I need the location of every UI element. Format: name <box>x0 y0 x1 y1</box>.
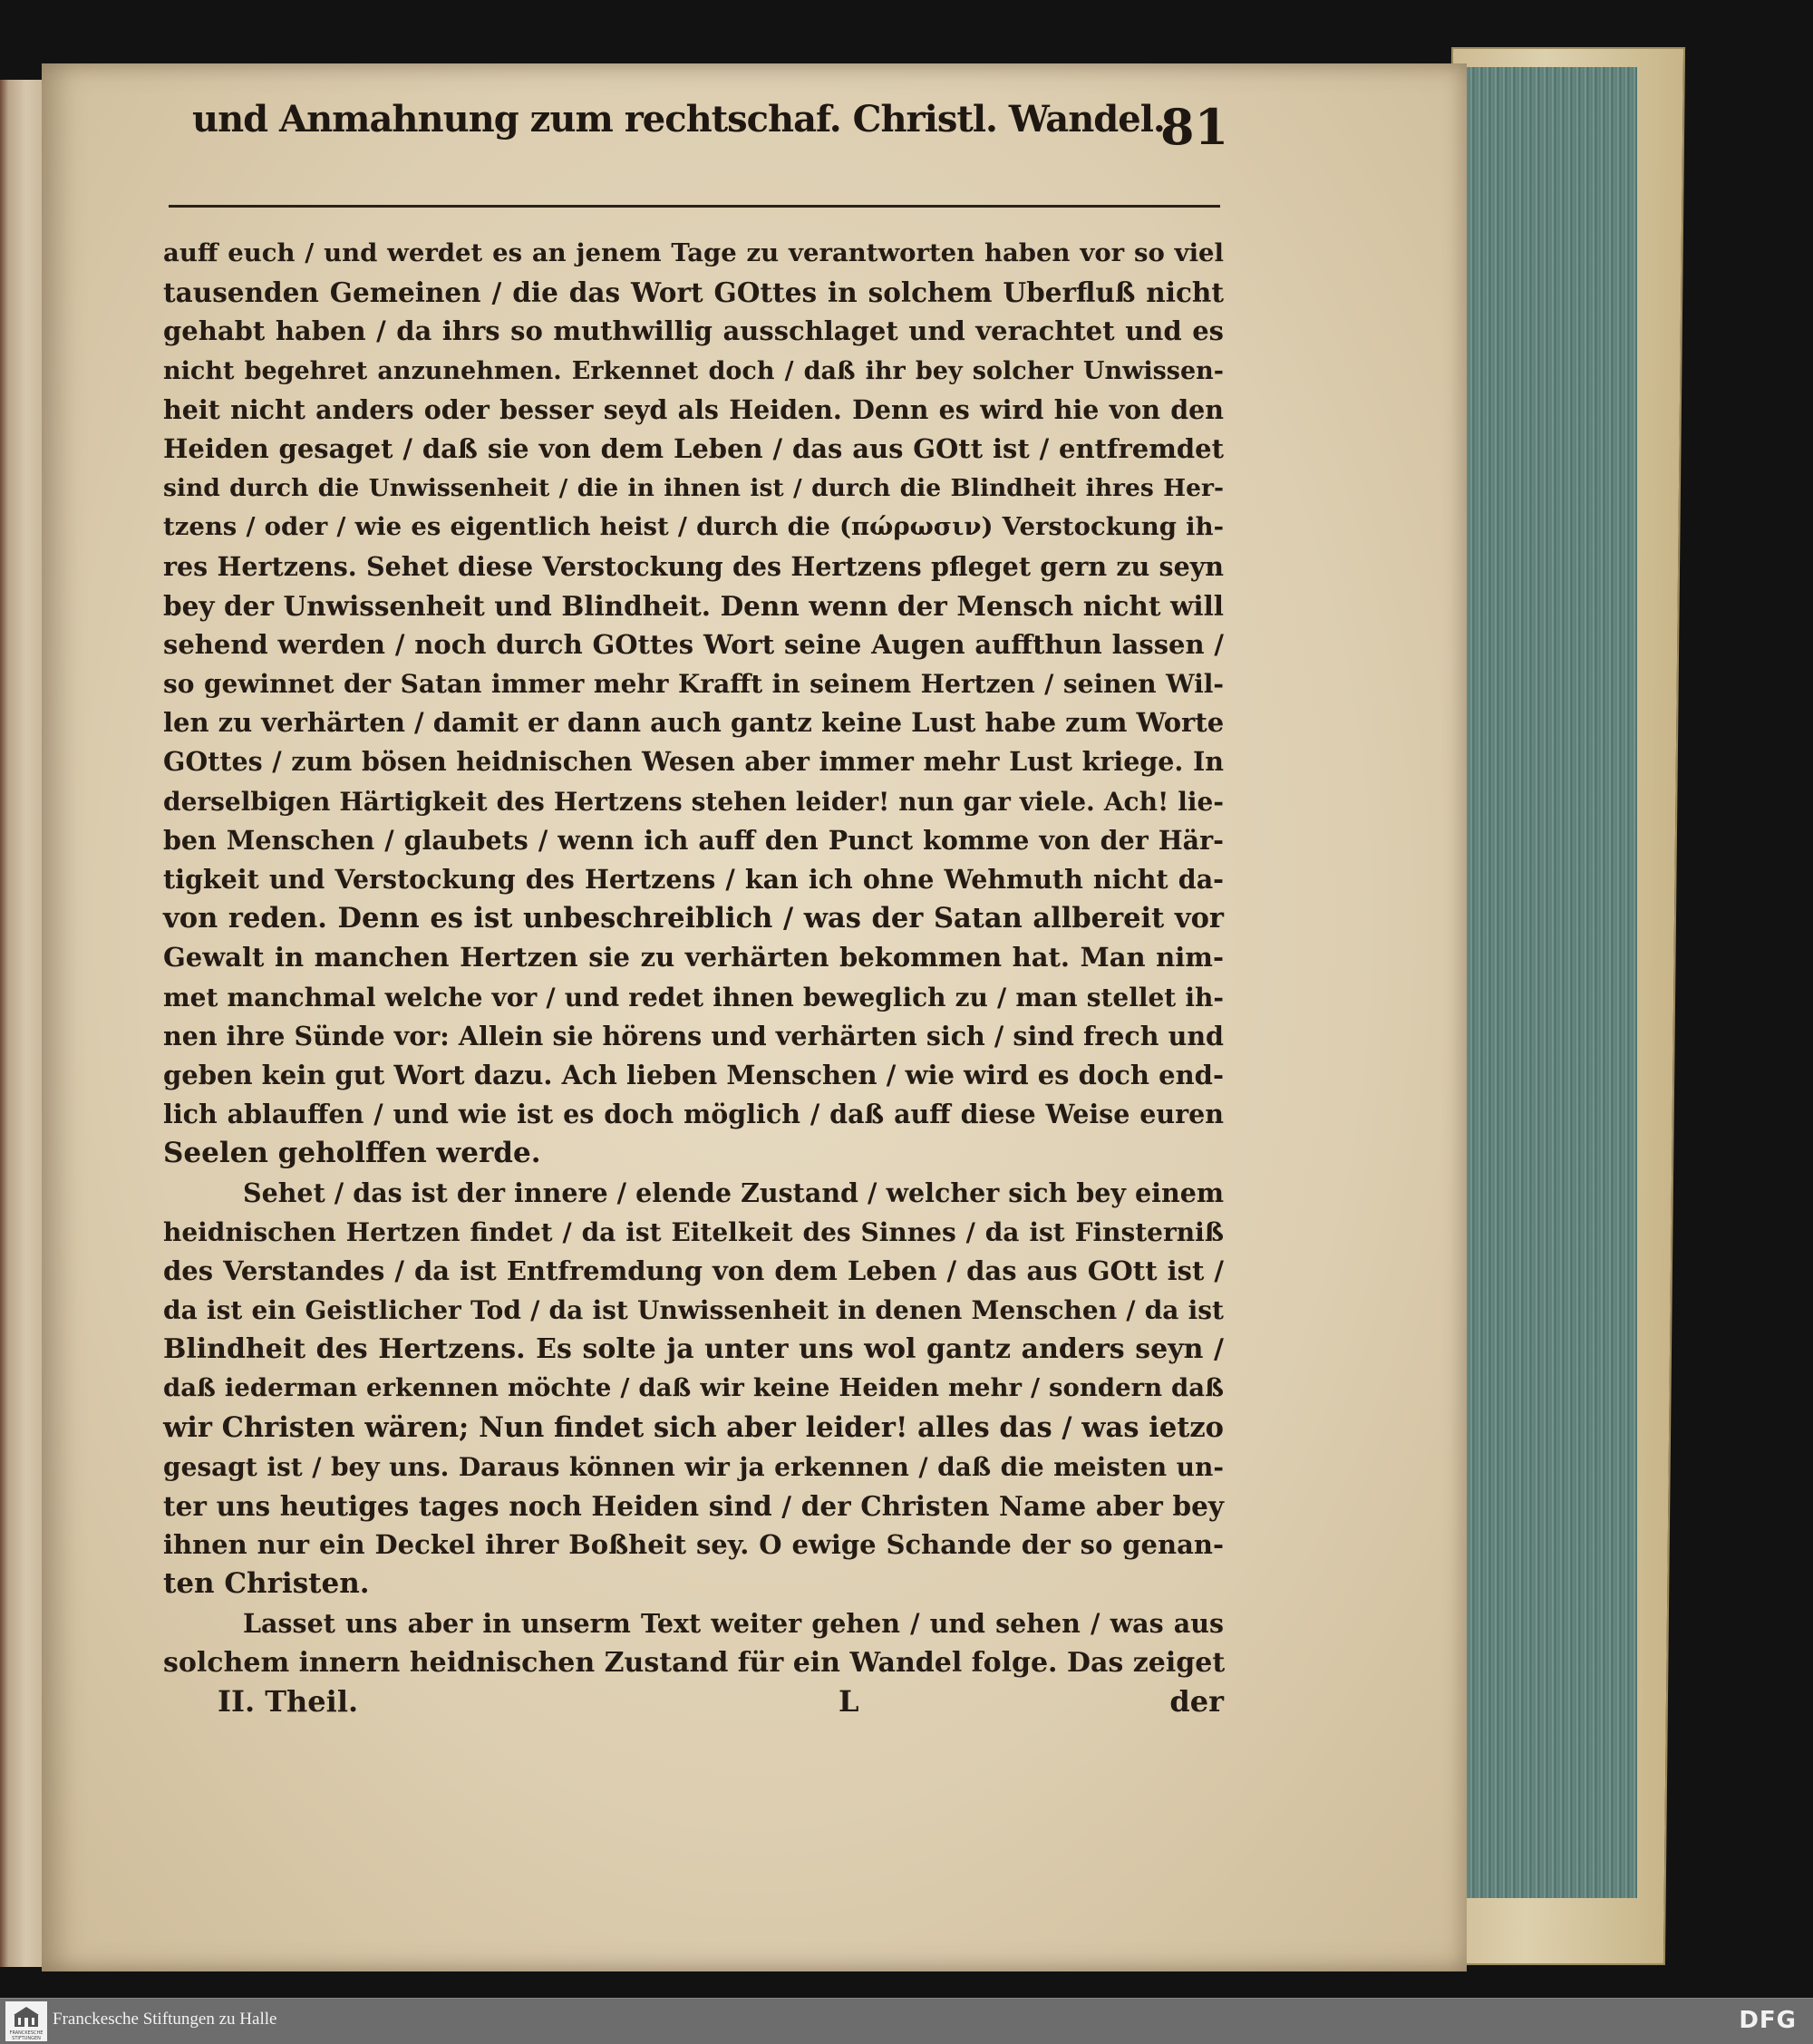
signature-mark: L <box>839 1684 859 1719</box>
text-line: len zu verhärten / damit er dann auch gantz keine Lust habe zum Worte <box>163 707 1225 739</box>
institution-link[interactable]: Franckesche Stiftungen zu Halle <box>53 2010 277 2029</box>
running-head: und Anmahnung zum rechtschaf. Christl. Wandel. <box>192 98 1165 140</box>
text-line: geben kein gut Wort dazu. Ach lieben Menschen / wie wird es doch end- <box>163 1059 1224 1090</box>
text-line: da ist ein Geistlicher Tod / da ist Unwissenheit in denen Menschen / da ist <box>163 1295 1224 1326</box>
paragraph-start-line: Lasset uns aber in unserm Text weiter gehen / und sehen / was aus <box>243 1607 1224 1639</box>
catchword: der <box>1169 1684 1224 1719</box>
viewer-footer-bar <box>0 1998 1813 2044</box>
text-line: ben Menschen / glaubets / wenn ich auff den Punct komme von der Här- <box>163 824 1224 856</box>
text-line: Heiden gesaget / daß sie von dem Leben / das aus GOtt ist / entfremdet <box>163 432 1224 464</box>
text-line: heit nicht anders oder besser seyd als Heiden. Denn es wird hie von den <box>163 393 1224 425</box>
dfg-logo[interactable]: DFG <box>1739 2007 1797 2034</box>
paragraph-start-line: Sehet / das ist der innere / elende Zustand / welcher sich bey einem <box>243 1177 1224 1208</box>
text-line: wir Christen wären; Nun findet sich aber leider! alles das / was ietzo <box>163 1410 1224 1444</box>
page-block-edge <box>1463 67 1637 1898</box>
header-rule <box>169 205 1220 208</box>
text-line: daß iederman erkennen möchte / daß wir keine Heiden mehr / sondern daß <box>163 1373 1224 1403</box>
text-line: ter uns heutiges tages noch Heiden sind / der Christen Name aber bey <box>163 1490 1224 1522</box>
text-line: auff euch / und werdet es an jenem Tage zu verantworten haben vor so viel <box>163 238 1224 267</box>
text-line: met manchmal welche vor / und redet ihnen beweglich zu / man stellet ih- <box>163 982 1224 1012</box>
text-line: lich ablauffen / und wie ist es doch möglich / daß auff diese Weise euren <box>163 1099 1224 1130</box>
text-line: sind durch die Unwissenheit / die in ihnen ist / durch die Blindheit ihres Her- <box>163 474 1224 503</box>
page-footer <box>163 1684 1224 1728</box>
logo-caption: FRANCKESCHE STIFTUNGEN <box>9 2030 44 2041</box>
text-line: Blindheit des Hertzens. Es solte ja unter uns wol gantz anders seyn / <box>163 1333 1224 1366</box>
text-line: sehend werden / noch durch GOttes Wort seine Augen auffthun lassen / <box>163 628 1224 660</box>
text-line: bey der Unwissenheit und Blindheit. Denn wenn der Mensch nicht will <box>163 589 1224 622</box>
text-line: Gewalt in manchen Hertzen sie zu verhärten bekommen hat. Man nim- <box>163 942 1224 974</box>
text-line: tigkeit und Verstockung des Hertzens / kan ich ohne Wehmuth nicht da- <box>163 864 1224 895</box>
text-line: GOttes / zum bösen heidnischen Wesen aber immer mehr Lust kriege. In <box>163 746 1224 778</box>
text-line: von reden. Denn es ist unbeschreiblich / was der Satan allbereit vor <box>163 902 1224 935</box>
institution-logo[interactable] <box>5 2001 47 2041</box>
text-line: tausenden Gemeinen / die das Wort GOttes in solchem Uberfluß nicht <box>163 276 1224 309</box>
text-line: solchem innern heidnischen Zustand für ein Wandel folge. Das zeiget <box>163 1646 1226 1679</box>
page-number: 81 <box>1160 98 1229 156</box>
body-text <box>163 234 1224 1682</box>
text-line: derselbigen Härtigkeit des Hertzens stehen leider! nun gar viele. Ach! lie- <box>163 786 1224 817</box>
building-icon <box>13 2005 40 2029</box>
signature-label: II. Theil. <box>218 1684 359 1719</box>
text-line: nicht begehret anzunehmen. Erkennet doch / daß ihr bey solcher Unwissen- <box>163 356 1224 385</box>
text-line: Seelen geholffen werde. <box>163 1137 541 1170</box>
text-line: gehabt haben / da ihrs so muthwillig ausschlaget und verachtet und es <box>163 315 1224 347</box>
text-line: nen ihre Sünde vor: Allein sie hörens und verhärten sich / sind frech und <box>163 1020 1224 1051</box>
text-line: ten Christen. <box>163 1567 370 1601</box>
text-line: tzens / oder / wie es eigentlich heist / durch die (πώρωσιν) Verstockung ih- <box>163 512 1224 542</box>
text-line: res Hertzens. Sehet diese Verstockung des Hertzens pfleget gern zu seyn <box>163 550 1224 582</box>
text-line: heidnischen Hertzen findet / da ist Eitelkeit des Sinnes / da ist Finsterniß <box>163 1216 1224 1247</box>
page-header <box>163 98 1229 207</box>
text-line: so gewinnet der Satan immer mehr Krafft in seinem Hertzen / seinen Wil- <box>163 669 1224 700</box>
text-line: gesagt ist / bey uns. Daraus können wir ja erkennen / daß die meisten un- <box>163 1451 1224 1482</box>
text-line: ihnen nur ein Deckel ihrer Boßheit sey. O ewige Schande der so genan- <box>163 1529 1224 1561</box>
text-line: des Verstandes / da ist Entfremdung von dem Leben / das aus GOtt ist / <box>163 1254 1224 1286</box>
